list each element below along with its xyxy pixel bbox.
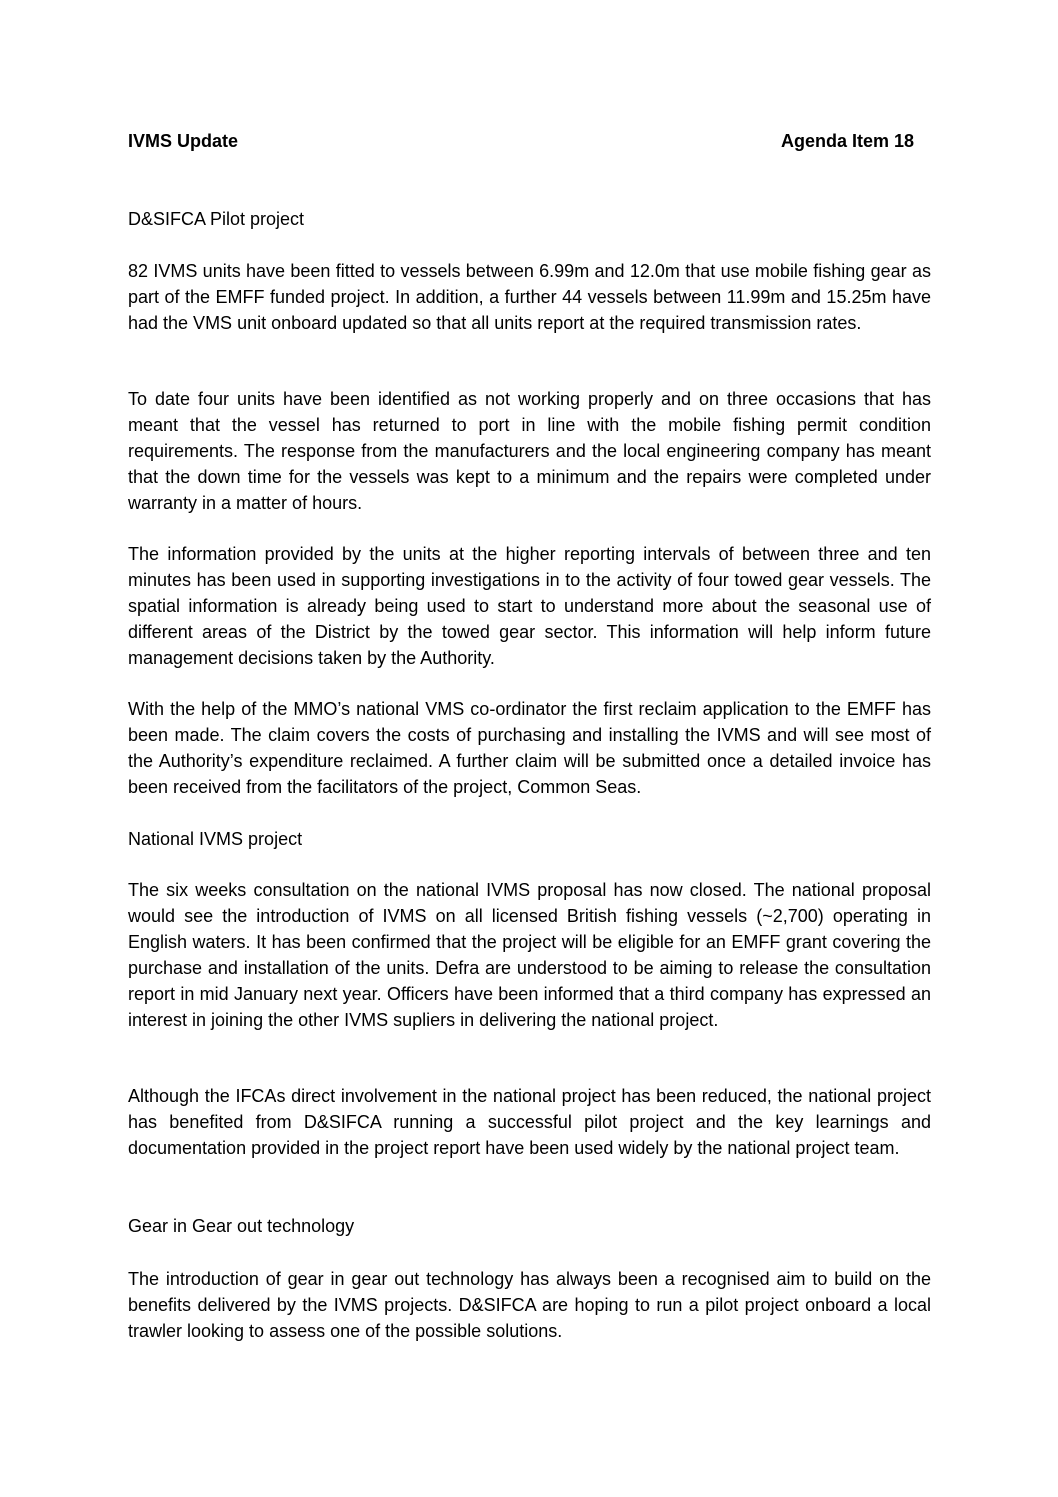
document-page (128, 0, 931, 1497)
paragraph: With the help of the MMO’s national VMS co-ordinator the first reclaim application to the EMFF has been made. The claim covers the costs of purchasing and installing the IVMS and will see most of the Authority’s expenditure reclaimed. A further claim will be submitted once a detailed invoice has been received from the facilitators of the project, Common Seas. (128, 699, 931, 797)
document-header (128, 128, 914, 154)
paragraph: To date four units have been identified as not working properly and on three occasions that has meant that the vessel has returned to port in line with the mobile fishing permit condition requirements. The response from the manufacturers and the local engineering company has meant that the down time for the vessels was kept to a minimum and the repairs were completed under warranty in a matter of hours. (128, 389, 931, 513)
section-heading-gear-technology: Gear in Gear out technology (128, 1216, 355, 1236)
agenda-item-label: Agenda Item 18 (780, 131, 914, 151)
paragraph: The six weeks consultation on the national IVMS proposal has now closed. The national proposal would see the introduction of IVMS on all licensed British fishing vessels (~2,700) operating in English waters. It has been confirmed that the project will be eligible for an EMFF grant covering the purchase and installation of the units. Defra are understood to be aiming to release the consultation report in mid January next year. Officers have been informed that a third company has expressed an interest in joining the other IVMS supliers in delivering the national project. (128, 880, 931, 1030)
paragraph: Although the IFCAs direct involvement in the national project has been reduced, the national project has benefited from D&SIFCA running a successful pilot project and the key learnings and documentation provided in the project report have been used widely by the national project team. (128, 1086, 931, 1158)
paragraph: The information provided by the units at the higher reporting intervals of between three and ten minutes has been used in supporting investigations in to the activity of four towed gear vessels. The spatial information is already being used to start to understand more about the seasonal use of different areas of the District by the towed gear sector. This information will help inform future management decisions taken by the Authority. (128, 544, 931, 668)
paragraph: 82 IVMS units have been fitted to vessels between 6.99m and 12.0m that use mobile fishing gear as part of the EMFF funded project. In addition, a further 44 vessels between 11.99m and 15.25m have had the VMS unit onboard updated so that all units report at the required transmission rates. (128, 261, 931, 333)
document-title: IVMS Update (128, 131, 239, 151)
section-heading-national-project: National IVMS project (128, 829, 303, 849)
section-heading-pilot-project: D&SIFCA Pilot project (128, 209, 305, 229)
paragraph: The introduction of gear in gear out technology has always been a recognised aim to build on the benefits delivered by the IVMS projects. D&SIFCA are hoping to run a pilot project onboard a local trawler looking to assess one of the possible solutions. (128, 1269, 931, 1341)
